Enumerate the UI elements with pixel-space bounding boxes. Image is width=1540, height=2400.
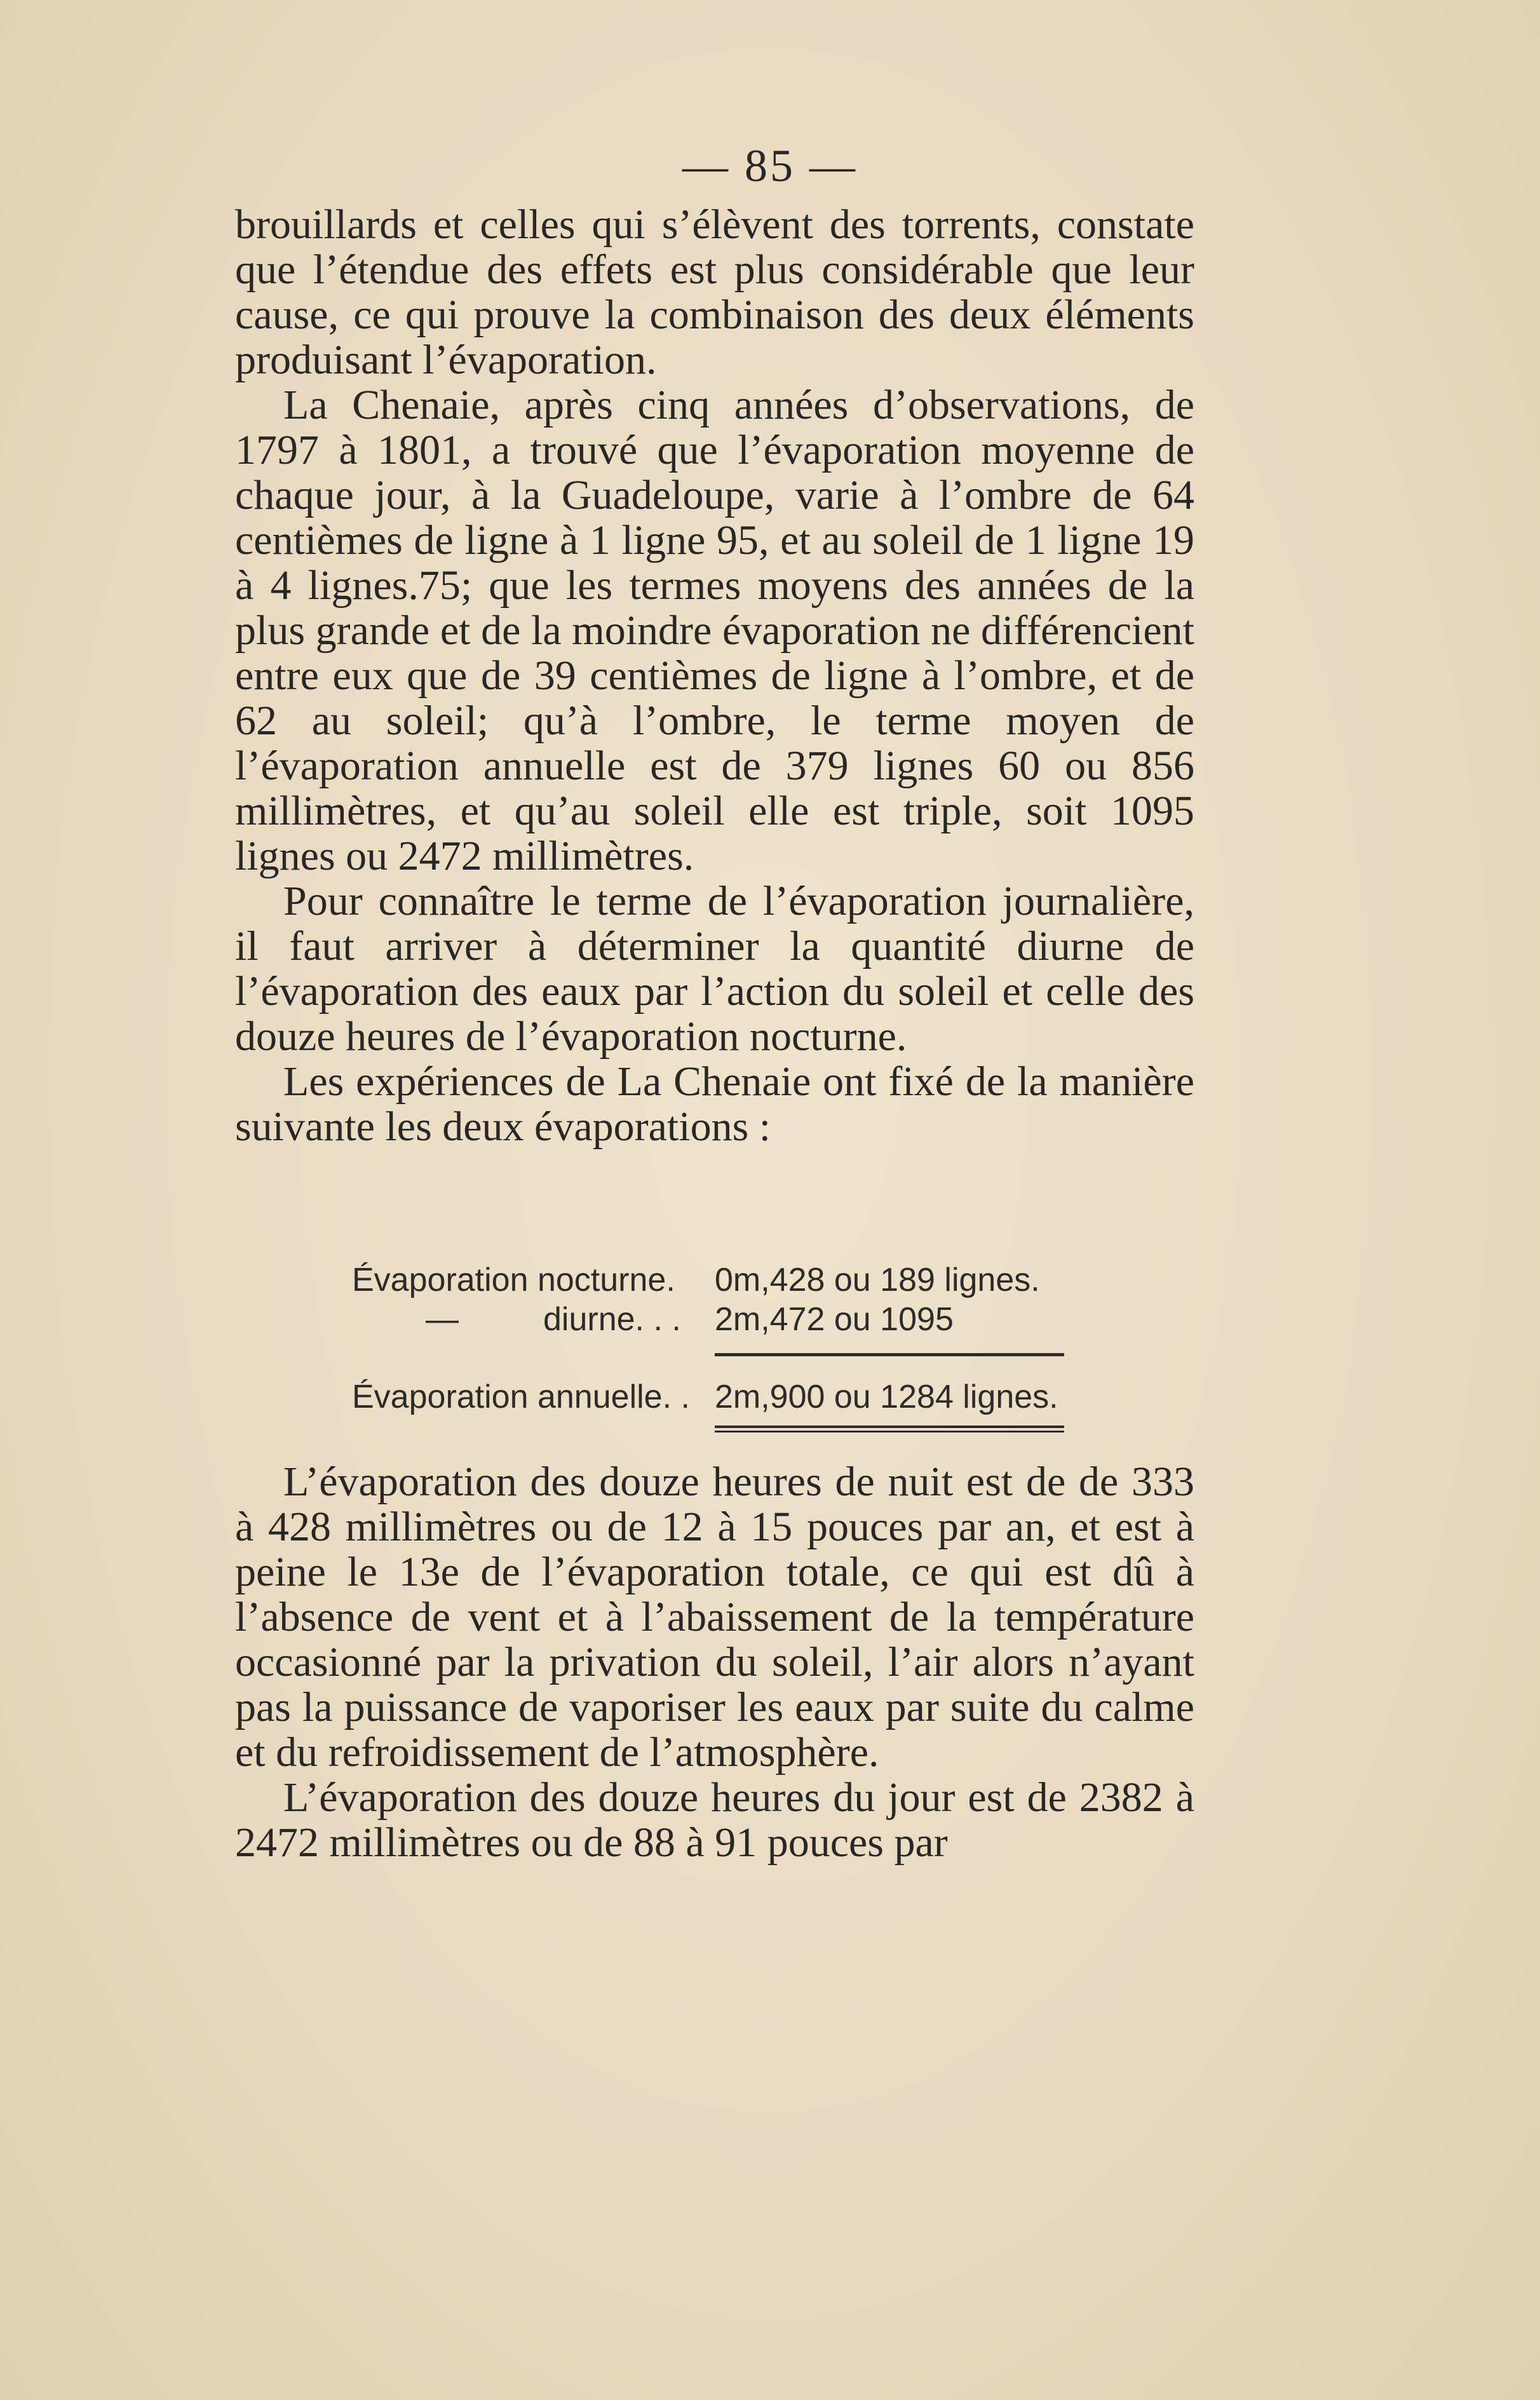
row-value: 2m,472 ou 1095 xyxy=(715,1301,954,1338)
paragraph: brouillards et celles qui s’élèvent des torrents, constate que l’étendue des effets est plus considérable que leur cause, ce qui prouve la combinaison des deux éléments produisant l’évaporation. xyxy=(235,201,1194,383)
total-value: 2m,900 ou 1284 lignes. xyxy=(715,1379,1058,1415)
double-rule-top xyxy=(715,1426,1064,1428)
row-label: Évaporation nocturne. xyxy=(352,1262,675,1298)
paragraph: L’évaporation des douze heures du jour est de 2382 à 2472 millimètres ou de 88 à 91 pouces par xyxy=(235,1774,1194,1866)
paragraph: Les expériences de La Chenaie ont fixé de la manière suivante les deux évaporations : xyxy=(235,1058,1194,1150)
text-block-upper xyxy=(235,202,1194,1149)
ditto-dash: — xyxy=(426,1301,459,1338)
paragraph: L’évaporation des douze heures de nuit est de de 333 à 428 millimètres ou de 12 à 15 pouces par an, et est à peine le 13e de l’évaporation totale, ce qui est dû à l’absence de vent et à l’abaissement de la température occasionné par la privation du soleil, l’air alors n’ayant pas la puissance de vaporiser les eaux par suite du calme et du refroidissement de l’atmosphère. xyxy=(235,1459,1194,1776)
text-block-lower xyxy=(235,1459,1194,1865)
table-row xyxy=(343,1261,1093,1302)
double-rule-bottom xyxy=(715,1431,1064,1433)
sum-rule xyxy=(715,1353,1064,1356)
paragraph: Pour connaître le terme de l’évaporation journalière, il faut arriver à déterminer la quantité diurne de l’évaporation des eaux par l’action du soleil et celle des douze heures de l’évaporation nocturne. xyxy=(235,878,1194,1060)
table-total-row xyxy=(343,1378,1093,1419)
table-row xyxy=(343,1300,1093,1341)
row-value: 0m,428 ou 189 lignes. xyxy=(715,1262,1040,1298)
page-number: — 85 — xyxy=(682,140,858,191)
row-label: diurne. . . xyxy=(543,1301,681,1338)
paragraph: La Chenaie, après cinq années d’observations, de 1797 à 1801, a trouvé que l’évaporation moyenne de chaque jour, à la Guadeloupe, varie à l’ombre de 64 centièmes de ligne à 1 ligne 95, et au soleil de 1 ligne 19 à 4 lignes.75; que les termes moyens des années de la plus grande et de la moindre évaporation ne différencient entre eux que de 39 centièmes de ligne à l’ombre, et de 62 au soleil; qu’à l’ombre, le terme moyen de l’évaporation annuelle est de 379 lignes 60 ou 856 millimètres, et qu’au soleil elle est triple, soit 1095 lignes ou 2472 millimètres. xyxy=(235,382,1194,879)
total-label: Évaporation annuelle. . xyxy=(352,1379,690,1415)
